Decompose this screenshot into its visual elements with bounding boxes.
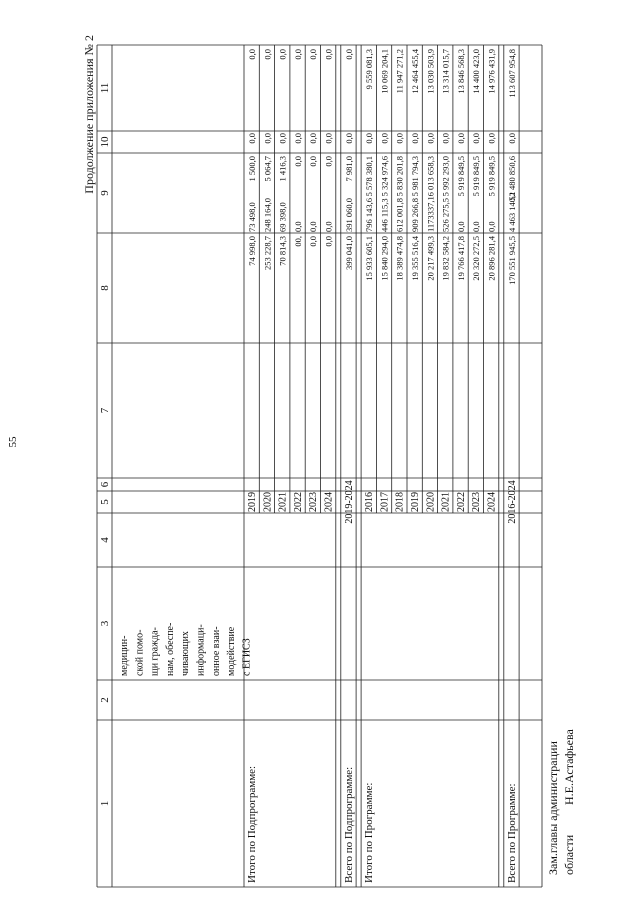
value-cell-col11: 0,0 (292, 49, 303, 60)
value-cell-col7: 19 766 417,8 (455, 236, 466, 281)
summary-row-label: Итого по Подпрограмме: (246, 765, 258, 883)
value-cell-col7: 0,0 (308, 236, 319, 247)
value-cell-col11: 9 559 081,3 (364, 49, 375, 90)
value-cell-col11: 0,0 (247, 49, 258, 60)
year-cell: 2018 (394, 492, 406, 512)
value-cell-col9: 0,0 (308, 156, 319, 167)
value-cell-col8: 73 498,0 (247, 202, 258, 232)
value-cell-col11: 14 400 423,0 (471, 49, 482, 94)
column-number-1: 1 (99, 800, 111, 807)
col3-text-line: информаци- (195, 624, 207, 676)
column-number-11: 11 (99, 82, 111, 94)
value-cell-col9: 5 919 849,5 (471, 156, 482, 197)
year-cell: 2021 (440, 492, 452, 512)
value-cell-col9: 6 013 658,3 (425, 156, 436, 197)
page-number: 55 (7, 436, 19, 448)
value-cell-col9: 7 981,0 (343, 156, 354, 182)
value-cell-col9: 5 919 849,5 (486, 156, 497, 197)
col3-text-line: онное взаи- (210, 626, 222, 676)
value-cell-col8: 0,0 (471, 221, 482, 232)
col3-text-line: чивающих (180, 631, 192, 676)
value-cell-col10: 0,0 (379, 133, 390, 144)
value-cell-col11: 13 030 503,9 (425, 49, 436, 94)
value-cell-col11: 11 947 271,2 (394, 49, 405, 94)
value-cell-col7: 20 896 281,4 (486, 236, 497, 281)
col3-text-line: щи гражда- (149, 627, 161, 676)
value-cell-col8: 4 463 140,1 (506, 191, 517, 232)
value-cell-col8: 526 275,5 (440, 198, 451, 232)
col3-text-line: модействие (226, 626, 238, 676)
year-cell: 2021 (277, 492, 289, 512)
col3-text-line: ской помо- (134, 629, 146, 676)
column-number-3: 3 (99, 620, 111, 627)
col3-text-line: медицин- (119, 635, 130, 676)
value-cell-col9: 5 324 974,6 (379, 156, 390, 197)
year-cell: 2023 (308, 492, 320, 512)
value-cell-col10: 0,0 (343, 133, 354, 144)
value-cell-col11: 13 314 015,7 (440, 49, 451, 94)
value-cell-col11: 113 607 954,8 (506, 49, 517, 98)
year-cell: 2024 (486, 492, 498, 512)
column-number-2: 2 (99, 697, 111, 703)
value-cell-col8: 1173337,1 (425, 196, 436, 232)
value-cell-col7: 20 320 272,5 (471, 236, 482, 281)
value-cell-col10: 0,0 (247, 133, 258, 144)
value-cell-col7: 15 933 605,1 (364, 236, 375, 281)
value-cell-col7: 15 840 294,0 (379, 236, 390, 281)
value-cell-col7: 20 217 499,3 (425, 236, 436, 281)
signature-position: Зам.главы администрации (546, 741, 560, 875)
column-number-9: 9 (99, 190, 111, 196)
value-cell-col10: 0,0 (308, 133, 319, 144)
year-cell: 2020 (262, 492, 274, 512)
year-cell: 2023 (471, 492, 483, 512)
value-cell-col10: 0,0 (440, 133, 451, 144)
value-cell-col9: 1 416,3 (277, 156, 288, 182)
year-cell: 2019 (247, 492, 259, 512)
signature-block (546, 729, 576, 875)
value-cell-col11: 13 846 568,3 (455, 49, 466, 94)
value-cell-col9: 0,0 (292, 156, 303, 167)
value-cell-col10: 0,0 (471, 133, 482, 144)
value-cell-col8: 0,0 (455, 221, 466, 232)
value-cell-col7: 0,0 (323, 236, 334, 247)
value-cell-col10: 0,0 (506, 133, 517, 144)
table-cells (99, 48, 518, 883)
value-cell-col10: 0,0 (410, 133, 421, 144)
value-cell-col10: 0,0 (425, 133, 436, 144)
summary-row-label: Всего по Подпрограмме: (342, 766, 355, 883)
summary-row-label: Всего по Программе: (505, 783, 518, 883)
year-cell: 2019-2024 (343, 480, 355, 524)
value-cell-col10: 0,0 (292, 133, 303, 144)
value-cell-col11: 0,0 (343, 49, 354, 60)
column-number-4: 4 (99, 537, 111, 543)
value-cell-col7: 399 041,0 (343, 236, 354, 270)
value-cell-col11: 10 069 204,1 (379, 49, 390, 94)
value-cell-col11: 14 976 431,9 (486, 49, 497, 94)
value-cell-col8: 909 266,8 (410, 198, 421, 232)
value-cell-col10: 0,0 (277, 133, 288, 144)
value-cell-col8: 796 143,6 (364, 198, 375, 232)
value-cell-col7: 170 551 945,5 (506, 236, 517, 285)
value-cell-col8: 69 398,0 (277, 202, 288, 232)
value-cell-col8: 0,0 (308, 221, 319, 232)
column-number-10: 10 (99, 136, 111, 148)
value-cell-col8: 446 115,3 (379, 198, 390, 232)
value-cell-col11: 0,0 (262, 49, 273, 60)
value-cell-col11: 0,0 (323, 49, 334, 60)
value-cell-col7: 74 998,0 (247, 236, 258, 266)
landscape-page (7, 35, 576, 887)
value-cell-col11: 0,0 (308, 49, 319, 60)
value-cell-col10: 0,0 (262, 133, 273, 144)
value-cell-col8: 612 001,8 (394, 198, 405, 232)
year-cell: 2022 (292, 492, 304, 512)
value-cell-col8: 0,0 (292, 221, 303, 232)
value-cell-col10: 0,0 (486, 133, 497, 144)
continuation-title: Продолжение приложения № 2 (82, 35, 96, 194)
value-cell-col9: 52 480 850,6 (506, 156, 517, 201)
value-cell-col9: 5 064,7 (262, 156, 273, 182)
column-number-6: 6 (99, 481, 111, 488)
year-cell: 2020 (425, 492, 437, 512)
value-cell-col7: 70 814,3 (277, 236, 288, 266)
value-cell-col9: 5 992 293,0 (440, 156, 451, 197)
value-cell-col10: 0,0 (455, 133, 466, 144)
column-number-7: 7 (99, 407, 111, 414)
value-cell-col7: 00, (292, 236, 303, 247)
value-cell-col8: 0,0 (323, 221, 334, 232)
value-cell-col8: 248 164,0 (262, 198, 273, 232)
value-cell-col11: 12 464 455,4 (410, 49, 421, 94)
value-cell-col10: 0,0 (323, 133, 334, 144)
year-cell: 2016-2024 (506, 480, 518, 524)
year-cell: 2017 (379, 492, 391, 512)
value-cell-col7: 19 355 516,4 (410, 236, 421, 281)
column-number-5: 5 (99, 499, 111, 505)
value-cell-col10: 0,0 (364, 133, 375, 144)
value-cell-col9: 5 981 794,3 (410, 156, 421, 197)
value-cell-col7: 253 228,7 (262, 236, 273, 270)
year-cell: 2016 (364, 492, 376, 512)
col3-text-line: с ЕГИСЗ (241, 638, 253, 676)
value-cell-col7: 19 832 584,2 (440, 236, 451, 281)
year-cell: 2022 (455, 492, 467, 512)
year-cell: 2019 (410, 492, 422, 512)
value-cell-col8: 0,0 (486, 221, 497, 232)
value-cell-col9: 0,0 (323, 156, 334, 167)
value-cell-col11: 0,0 (277, 49, 288, 60)
signature-region: области (562, 834, 576, 875)
value-cell-col7: 18 389 474,8 (394, 236, 405, 281)
value-cell-col9: 5 919 849,5 (455, 156, 466, 197)
value-cell-col8: 391 060,0 (343, 198, 354, 232)
value-cell-col10: 0,0 (394, 133, 405, 144)
value-cell-col9: 5 578 380,1 (364, 156, 375, 197)
signature-name: Н.Е.Астафьева (562, 729, 576, 805)
year-cell: 2024 (323, 492, 335, 512)
summary-row-label: Итого по Программе: (363, 782, 376, 883)
value-cell-col9: 5 830 201,8 (394, 156, 405, 197)
column-number-8: 8 (99, 285, 111, 291)
value-cell-col9: 1 500,0 (247, 156, 258, 182)
col3-text-line: нам, обеспе- (164, 622, 176, 676)
